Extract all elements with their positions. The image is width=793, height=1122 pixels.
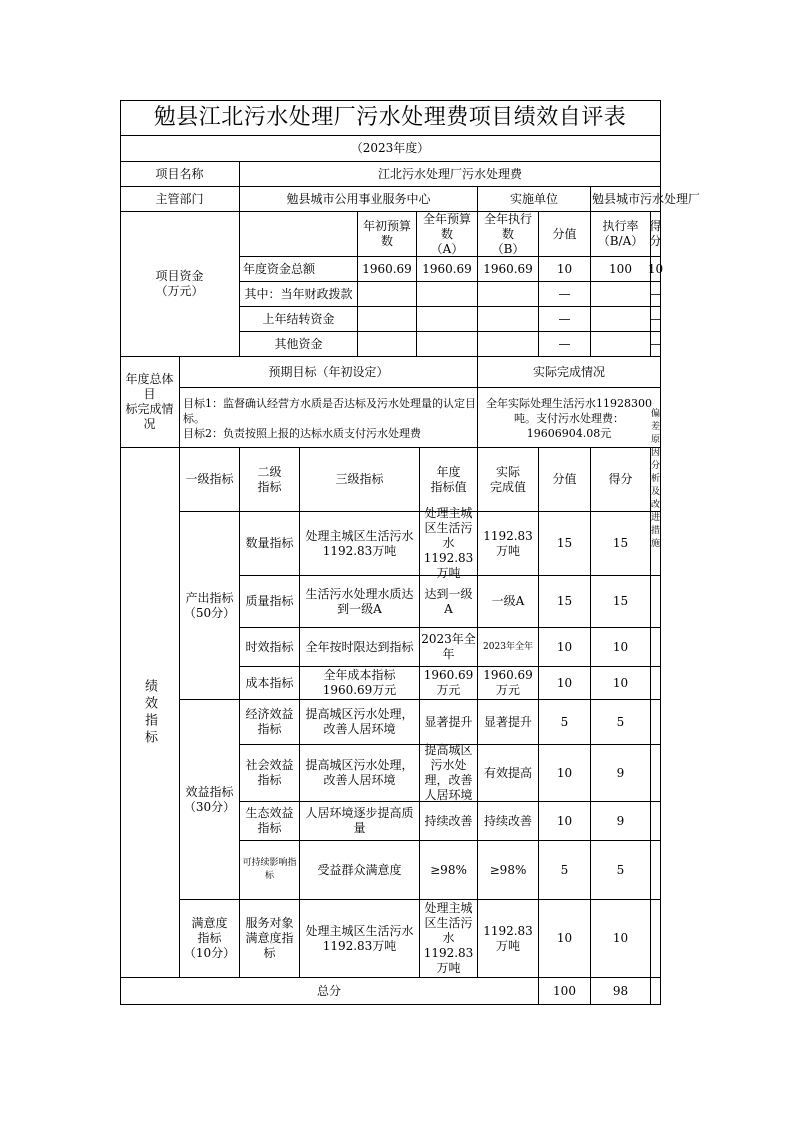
funds-row-label: 其中：当年财政拨款 xyxy=(240,282,358,307)
performance-got: 9 xyxy=(591,745,651,802)
performance-score: 10 xyxy=(539,628,591,667)
funds-row-value xyxy=(478,332,539,357)
funds-row-label: 上年结转资金 xyxy=(240,307,358,332)
funds-row-value: 10 xyxy=(651,257,661,282)
performance-target: 处理主城区生活污水1192.83万吨 xyxy=(420,512,478,576)
actual-text: 全年实际处理生活污水11928300吨。支付污水处理费：19606904.08元 xyxy=(478,388,661,448)
performance-l3: 处理主城区生活污水1192.83万吨 xyxy=(300,900,420,978)
performance-got: 10 xyxy=(591,628,651,667)
funds-header: 全年预算数 （A） xyxy=(417,212,478,257)
performance-l3: 处理主城区生活污水1192.83万吨 xyxy=(300,512,420,576)
performance-group-label: 效益指标 （30分） xyxy=(180,700,240,900)
funds-row-value: 1960.69 xyxy=(478,257,539,282)
performance-got: 15 xyxy=(591,512,651,576)
project-name-label: 项目名称 xyxy=(120,162,240,187)
year-subtitle: （2023年度） xyxy=(120,136,661,162)
funds-header: 全年执行数 （B） xyxy=(478,212,539,257)
performance-score: 10 xyxy=(539,745,591,802)
performance-l3: 受益群众满意度 xyxy=(300,841,420,900)
performance-actual: ≥98% xyxy=(478,841,539,900)
funds-row-value: 100 xyxy=(591,257,651,282)
performance-got: 5 xyxy=(591,700,651,745)
impl-label: 实施单位 xyxy=(478,187,591,212)
performance-header: 三级指标 xyxy=(300,448,420,512)
performance-score: 15 xyxy=(539,512,591,576)
funds-row-value xyxy=(478,307,539,332)
funds-row-value: 10 xyxy=(539,257,591,282)
funds-row-value xyxy=(417,332,478,357)
funds-header-blank xyxy=(240,212,358,257)
performance-note xyxy=(651,802,661,841)
funds-row-value xyxy=(358,307,417,332)
performance-header: 偏差原因分析及改进措施 xyxy=(651,409,661,549)
performance-got: 9 xyxy=(591,802,651,841)
performance-side-label: 绩效指标 xyxy=(120,448,180,978)
performance-score: 10 xyxy=(539,802,591,841)
performance-l2: 时效指标 xyxy=(240,628,300,667)
performance-l2: 经济效益指标 xyxy=(240,700,300,745)
funds-row-value: — xyxy=(539,332,591,357)
performance-l2: 社会效益指标 xyxy=(240,745,300,802)
performance-actual: 1192.83万吨 xyxy=(478,900,539,978)
impl-value: 勉县城市污水处理厂 xyxy=(591,187,661,212)
dept-label: 主管部门 xyxy=(120,187,240,212)
project-name-value: 江北污水处理厂污水处理费 xyxy=(240,162,661,187)
performance-score: 5 xyxy=(539,841,591,900)
performance-l3: 提高城区污水处理，改善人居环境 xyxy=(300,700,420,745)
performance-got: 10 xyxy=(591,667,651,700)
performance-note xyxy=(651,576,661,628)
funds-row-value: — xyxy=(651,282,661,307)
performance-target: 提高城区污水处理，改善人居环境 xyxy=(420,745,478,802)
performance-actual: 2023年全年 xyxy=(478,628,539,667)
performance-header: 得分 xyxy=(591,448,651,512)
funds-row-value xyxy=(417,307,478,332)
performance-l3: 生活污水处理水质达到一级A xyxy=(300,576,420,628)
performance-l3: 提高城区污水处理，改善人居环境 xyxy=(300,745,420,802)
performance-actual: 显著提升 xyxy=(478,700,539,745)
funds-label: 项目资金 （万元） xyxy=(120,212,240,357)
performance-l2: 质量指标 xyxy=(240,576,300,628)
performance-table xyxy=(120,100,701,1005)
performance-group-label: 满意度 指标 （10分） xyxy=(180,900,240,978)
performance-target: 2023年全年 xyxy=(420,628,478,667)
performance-target: 1960.69万元 xyxy=(420,667,478,700)
performance-target: 达到一级A xyxy=(420,576,478,628)
performance-score: 5 xyxy=(539,700,591,745)
performance-note xyxy=(651,745,661,802)
performance-score: 15 xyxy=(539,576,591,628)
funds-header: 年初预算数 xyxy=(358,212,417,257)
performance-note xyxy=(651,512,661,576)
funds-row-value xyxy=(417,282,478,307)
funds-row-value: 1960.69 xyxy=(417,257,478,282)
performance-group-label: 产出指标 （50分） xyxy=(180,512,240,700)
performance-l2: 数量指标 xyxy=(240,512,300,576)
performance-target: 持续改善 xyxy=(420,802,478,841)
funds-row-value xyxy=(358,282,417,307)
performance-header: 年度 指标值 xyxy=(420,448,478,512)
total-got: 98 xyxy=(591,978,651,1005)
performance-header: 分值 xyxy=(539,448,591,512)
funds-header: 执行率 （B/A） xyxy=(591,212,651,257)
performance-l2: 生态效益指标 xyxy=(240,802,300,841)
performance-header: 实际 完成值 xyxy=(478,448,539,512)
performance-actual: 1192.83万吨 xyxy=(478,512,539,576)
performance-target: 显著提升 xyxy=(420,700,478,745)
performance-l3: 人居环境逐步提高质量 xyxy=(300,802,420,841)
performance-l3: 全年成本指标1960.69万元 xyxy=(300,667,420,700)
performance-note xyxy=(651,667,661,700)
performance-actual: 有效提高 xyxy=(478,745,539,802)
performance-score: 10 xyxy=(539,900,591,978)
goals-label: 年度总体目 标完成情况 xyxy=(120,357,180,448)
performance-got: 10 xyxy=(591,900,651,978)
performance-got: 15 xyxy=(591,576,651,628)
performance-l3: 全年按时限达到指标 xyxy=(300,628,420,667)
funds-row-label: 其他资金 xyxy=(240,332,358,357)
performance-target: ≥98% xyxy=(420,841,478,900)
funds-row-value: — xyxy=(651,332,661,357)
funds-row-value: — xyxy=(539,307,591,332)
funds-header: 分值 xyxy=(539,212,591,257)
performance-score: 10 xyxy=(539,667,591,700)
total-score: 100 xyxy=(539,978,591,1005)
funds-row-value: 1960.69 xyxy=(358,257,417,282)
document-title: 勉县江北污水处理厂污水处理费项目绩效自评表 xyxy=(120,100,661,136)
performance-target: 处理主城区生活污水1192.83万吨 xyxy=(420,900,478,978)
funds-row-value: — xyxy=(539,282,591,307)
funds-row-label: 年度资金总额 xyxy=(240,257,358,282)
funds-row-value xyxy=(478,282,539,307)
performance-l2: 服务对象满意度指标 xyxy=(240,900,300,978)
performance-actual: 1960.69万元 xyxy=(478,667,539,700)
performance-note xyxy=(651,700,661,745)
performance-l2: 可持续影响指标 xyxy=(240,841,300,900)
funds-row-value: — xyxy=(651,307,661,332)
performance-header: 二级 指标 xyxy=(240,448,300,512)
performance-note xyxy=(651,628,661,667)
planned-header: 预期目标（年初设定） xyxy=(180,357,478,388)
funds-row-value xyxy=(591,307,651,332)
actual-header: 实际完成情况 xyxy=(478,357,661,388)
performance-actual: 持续改善 xyxy=(478,802,539,841)
total-note xyxy=(651,978,661,1005)
dept-value: 勉县城市公用事业服务中心 xyxy=(240,187,478,212)
performance-note xyxy=(651,841,661,900)
total-label: 总分 xyxy=(120,978,539,1005)
funds-row-value xyxy=(358,332,417,357)
funds-row-value xyxy=(591,332,651,357)
funds-row-value xyxy=(591,282,651,307)
performance-l2: 成本指标 xyxy=(240,667,300,700)
planned-text: 目标1：监督确认经营方水质是否达标及污水处理量的认定目标。 目标2：负责按照上报的达标水质支付污水处理费 xyxy=(180,388,478,448)
performance-note xyxy=(651,900,661,978)
performance-header: 一级指标 xyxy=(180,448,240,512)
funds-header: 得分 xyxy=(651,212,661,257)
performance-got: 5 xyxy=(591,841,651,900)
performance-actual: 一级A xyxy=(478,576,539,628)
